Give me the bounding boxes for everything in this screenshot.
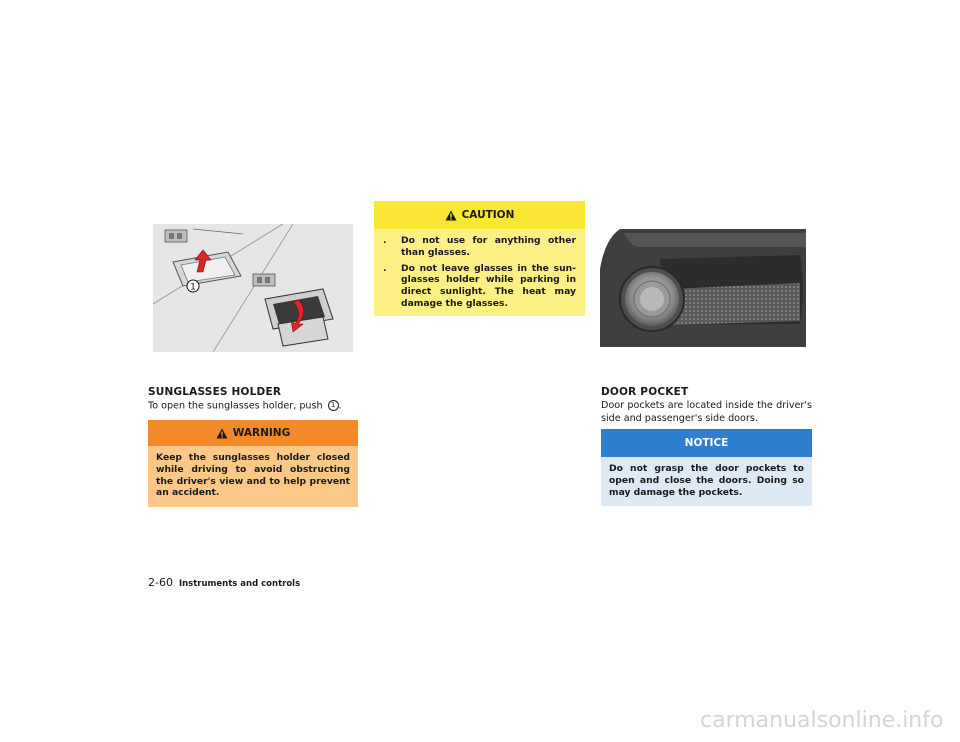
notice-box: [601, 429, 812, 506]
callout-1-icon: 1: [190, 282, 196, 293]
door-pocket-heading: DOOR POCKET: [601, 386, 689, 398]
warning-title: WARNING: [232, 427, 291, 439]
door-pocket-illustration: [600, 229, 806, 347]
watermark: carmanualsonline.info: [700, 708, 944, 733]
notice-text: Do not grasp the door pockets to open and close the doors. Doing so may damage the pockets.: [601, 457, 812, 506]
callout-1-icon: 1: [328, 400, 339, 411]
bullet-marker: .: [383, 235, 387, 246]
caution-item: . Do not use for anything other than glasses.: [383, 235, 576, 258]
warning-box: [148, 420, 358, 507]
sunglasses-holder-instruction: To open the sunglasses holder, push 1 .: [148, 400, 342, 412]
sunglasses-holder-illustration: [153, 224, 353, 352]
warning-triangle-icon: [445, 210, 457, 221]
caution-list: [374, 229, 585, 316]
warning-header: [148, 420, 358, 446]
door-pocket-description: Door pockets are located inside the driver's side and passenger's side doors.: [601, 400, 812, 424]
section-title: Instruments and controls: [178, 579, 301, 589]
bullet-marker: .: [383, 262, 387, 274]
caution-title: CAUTION: [461, 209, 515, 221]
caution-item: . Do not leave glasses in the sun-glasses holder while parking in direct sunlight. The heat may damage the glasses.: [383, 262, 576, 309]
caution-box: [374, 201, 585, 316]
page-number: 2-60: [148, 576, 173, 589]
warning-triangle-icon: [216, 428, 228, 439]
page-footer: [148, 576, 300, 589]
sunglasses-holder-heading: SUNGLASSES HOLDER: [148, 386, 282, 398]
caution-header: [374, 201, 585, 229]
warning-text: Keep the sunglasses holder closed while driving to avoid obstructing the driver's view and to help prevent an accident.: [148, 446, 358, 507]
notice-header: NOTICE: [601, 429, 812, 457]
